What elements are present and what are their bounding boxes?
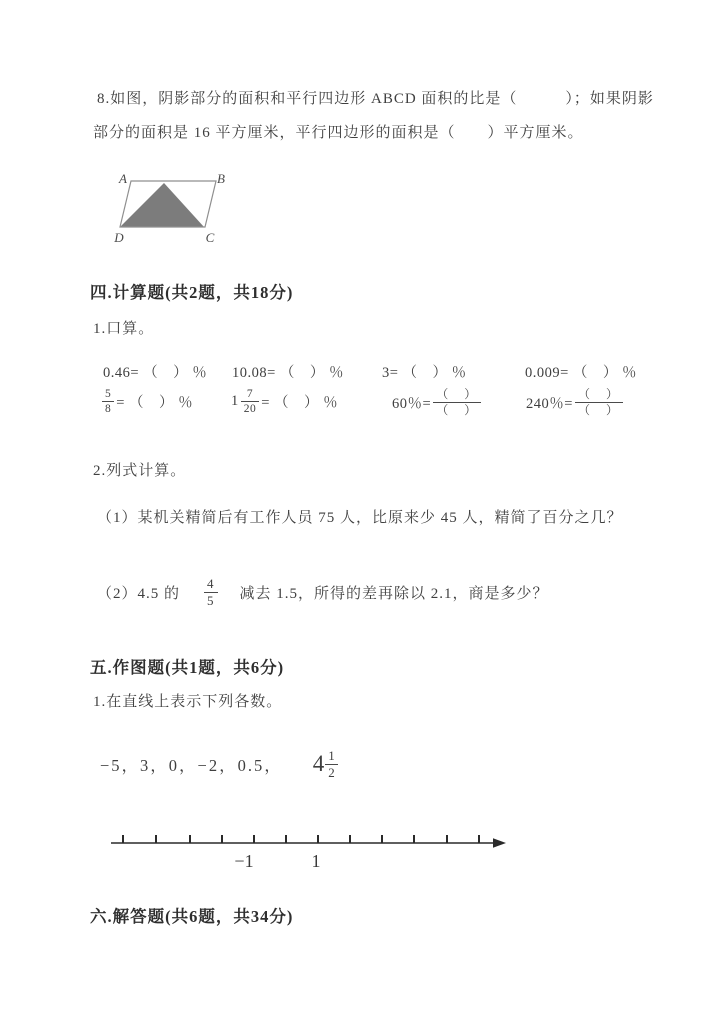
fraction-numerator: 4 [204, 577, 218, 593]
parallelogram-figure [96, 164, 246, 248]
section-6-header: 六.解答题(共6题，共34分) [90, 907, 294, 926]
section-5-header: 五.作图题(共1题，共6分) [90, 658, 285, 677]
fraction-numerator: 5 [102, 388, 114, 402]
fraction-denominator: 8 [105, 403, 112, 416]
fraction-numerator: 1 [325, 749, 338, 765]
written-q2 [97, 577, 549, 607]
shaded-triangle [120, 183, 204, 227]
written-q2-tail: 减去 1.5，所得的差再除以 2.1，商是多少？ [239, 585, 549, 602]
vertex-label-b: B [217, 171, 225, 186]
oral-item-5 [100, 388, 193, 415]
tick-marks [123, 835, 479, 843]
fraction-numerator: （ ） [433, 388, 481, 403]
mixed-whole-part: 1 [231, 393, 239, 410]
vertex-label-c: C [205, 230, 215, 245]
mixed-number-4-1-2 [313, 749, 340, 779]
drawing-q1-label: 1.在直线上表示下列各数。 [93, 694, 283, 710]
section-4-header: 四.计算题(共2题，共18分) [90, 283, 294, 302]
oral-item-7-head: 60％= [392, 395, 432, 412]
oral-item-3: 3= （ ） ％ [382, 365, 467, 381]
fraction-4-5 [204, 577, 218, 607]
blank-fraction [575, 388, 623, 416]
vertex-label-d: D [114, 230, 124, 245]
oral-item-6 [231, 388, 338, 415]
fraction-7-20 [241, 388, 260, 415]
written-q2-head: （2）4.5 的 [97, 585, 181, 602]
numbers-prefix: −5，3，0，−2，0.5， [100, 756, 283, 775]
fraction-1-2 [325, 749, 338, 779]
fraction-numerator: 7 [241, 388, 260, 402]
fraction-denominator: （ ） [577, 402, 620, 417]
numbers-list [100, 746, 340, 782]
fraction-numerator: （ ） [575, 388, 623, 403]
fraction-denominator: 5 [207, 592, 215, 608]
mixed-whole-part: 4 [312, 751, 325, 776]
oral-item-8-head: 240％= [526, 395, 573, 412]
oral-item-5-tail: = （ ） ％ [116, 395, 194, 412]
fraction-denominator: 20 [243, 403, 257, 416]
tick-label-neg1: −1 [234, 851, 254, 871]
oral-item-7 [392, 388, 483, 416]
oral-item-1: 0.46= （ ） ％ [103, 365, 208, 381]
oral-calc-label: 1.口算。 [93, 321, 155, 337]
vertex-label-a: A [119, 171, 127, 186]
oral-item-4: 0.009= （ ） ％ [525, 365, 638, 381]
oral-item-6-tail: = （ ） ％ [261, 395, 339, 412]
tick-label-pos1: 1 [311, 851, 321, 871]
fraction-5-8 [102, 388, 114, 415]
question-8-line-1: 8.如图，阴影部分的面积和平行四边形 ABCD 面积的比是（ ）；如果阴影 [97, 91, 654, 107]
fraction-denominator: 2 [328, 764, 335, 780]
axis-arrow-icon [493, 838, 506, 848]
number-line [95, 826, 513, 876]
question-8-line-2: 部分的面积是 16 平方厘米，平行四边形的面积是（ ）平方厘米。 [93, 125, 584, 141]
oral-item-2: 10.08= （ ） ％ [232, 365, 345, 381]
written-calc-label: 2.列式计算。 [93, 463, 187, 479]
blank-fraction [433, 388, 481, 416]
fraction-denominator: （ ） [436, 402, 479, 417]
written-q1: （1）某机关精简后有工作人员 75 人，比原来少 45 人，精简了百分之几？ [97, 510, 623, 526]
oral-item-8 [526, 388, 625, 416]
